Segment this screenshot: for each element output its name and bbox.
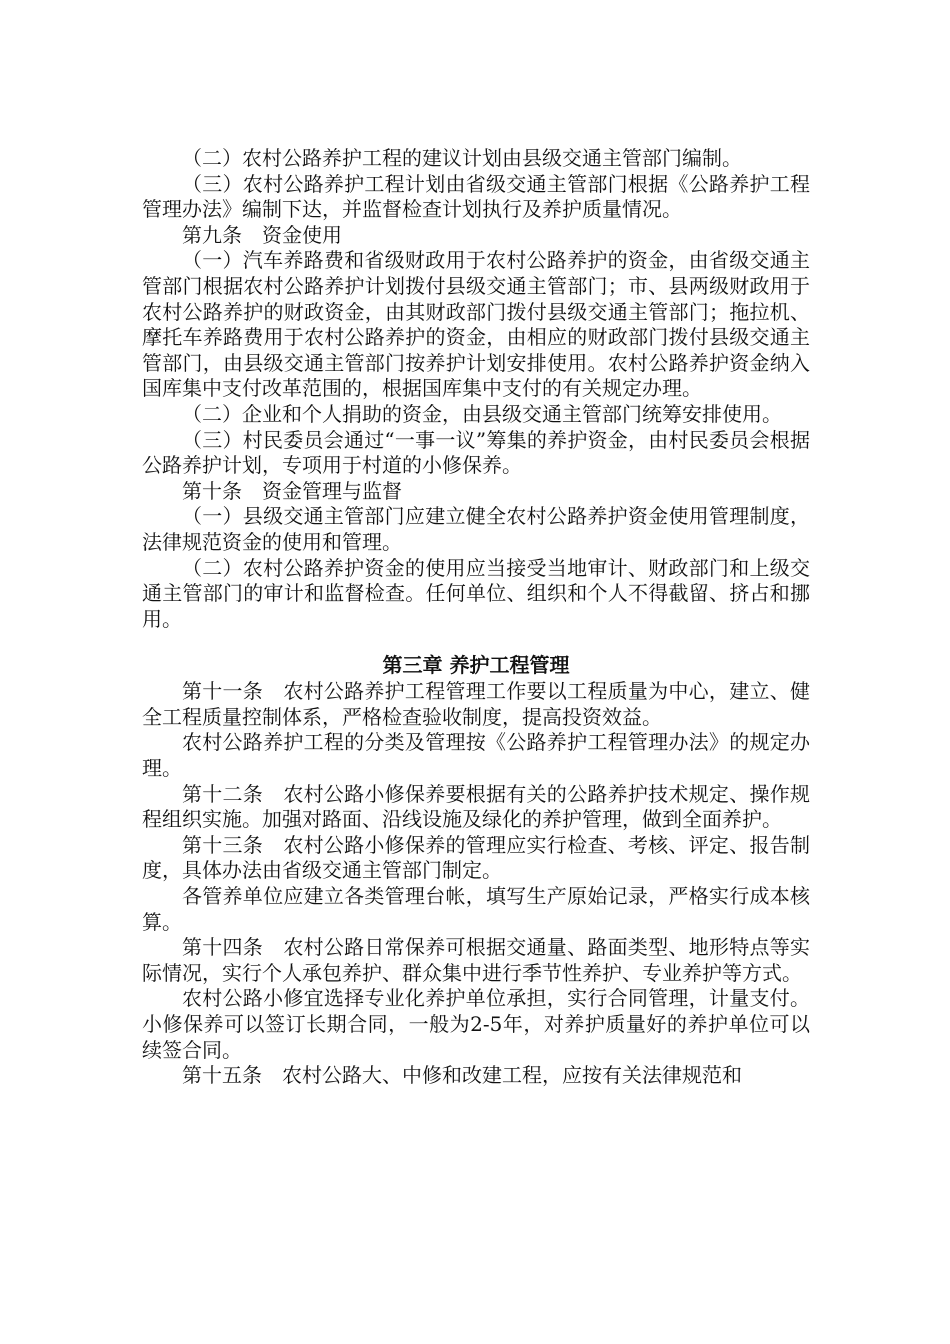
paragraph: （二）企业和个人捐助的资金，由县级交通主管部门统筹安排使用。 <box>182 401 782 426</box>
article-heading: 第十条 资金管理与监督 <box>182 478 402 503</box>
paragraph: 农村公路小修宜选择专业化养护单位承担，实行合同管理，计量支付。小修保养可以签订长期合同，一般为2-5年，对养护质量好的养护单位可以续签合同。 <box>142 986 810 1062</box>
chapter-title: 第三章 养护工程管理 <box>382 653 570 678</box>
paragraph: 第十四条 农村公路日常保养可根据交通量、路面类型、地形特点等实际情况，实行个人承包养护、群众集中进行季节性养护、专业养护等方式。 <box>142 935 810 985</box>
paragraph: 农村公路养护工程的分类及管理按《公路养护工程管理办法》的规定办理。 <box>142 730 810 781</box>
paragraph: 第十二条 农村公路小修保养要根据有关的公路养护技术规定、操作规程组织实施。加强对路面、沿线设施及绿化的养护管理，做到全面养护。 <box>142 781 810 832</box>
paragraph: （一）县级交通主管部门应建立健全农村公路养护资金使用管理制度，法律规范资金的使用和管理。 <box>142 504 810 554</box>
paragraph: 第十五条 农村公路大、中修和改建工程，应按有关法律规范和 <box>182 1063 742 1088</box>
paragraph: （二）农村公路养护资金的使用应当接受当地审计、财政部门和上级交通主管部门的审计和监督检查。任何单位、组织和个人不得截留、挤占和挪用。 <box>142 555 810 631</box>
paragraph: 第十三条 农村公路小修保养的管理应实行检查、考核、评定、报告制度，具体办法由省级交通主管部门制定。 <box>142 832 810 883</box>
paragraph: （三）农村公路养护工程计划由省级交通主管部门根据《公路养护工程管理办法》编制下达，并监督检查计划执行及养护质量情况。 <box>142 171 810 222</box>
paragraph: （一）汽车养路费和省级财政用于农村公路养护的资金，由省级交通主管部门根据农村公路养护计划拨付县级交通主管部门；市、县两级财政用于农村公路养护的财政资金，由其财政部门拨付县级交通主管部门；拖拉机、摩托车养路费用于农村公路养护的资金，由相应的财政部门拨付县级交通主管部门，由县级交通主管部门按养护计划安排使用。农村公路养护资金纳入国库集中支付改革范围的，根据国库集中支付的有关规定办理。 <box>142 248 810 401</box>
paragraph: （三）村民委员会通过“一事一议”筹集的养护资金，由村民委员会根据公路养护计划，专项用于村道的小修保养。 <box>142 427 810 478</box>
paragraph: （二）农村公路养护工程的建议计划由县级交通主管部门编制。 <box>182 146 742 170</box>
paragraph: 各管养单位应建立各类管理台帐，填写生产原始记录，严格实行成本核算。 <box>142 884 810 934</box>
article-heading: 第九条 资金使用 <box>182 222 342 247</box>
paragraph: 第十一条 农村公路养护工程管理工作要以工程质量为中心，建立、健全工程质量控制体系，严格检查验收制度，提高投资效益。 <box>142 679 810 729</box>
document-body <box>142 146 810 1089</box>
